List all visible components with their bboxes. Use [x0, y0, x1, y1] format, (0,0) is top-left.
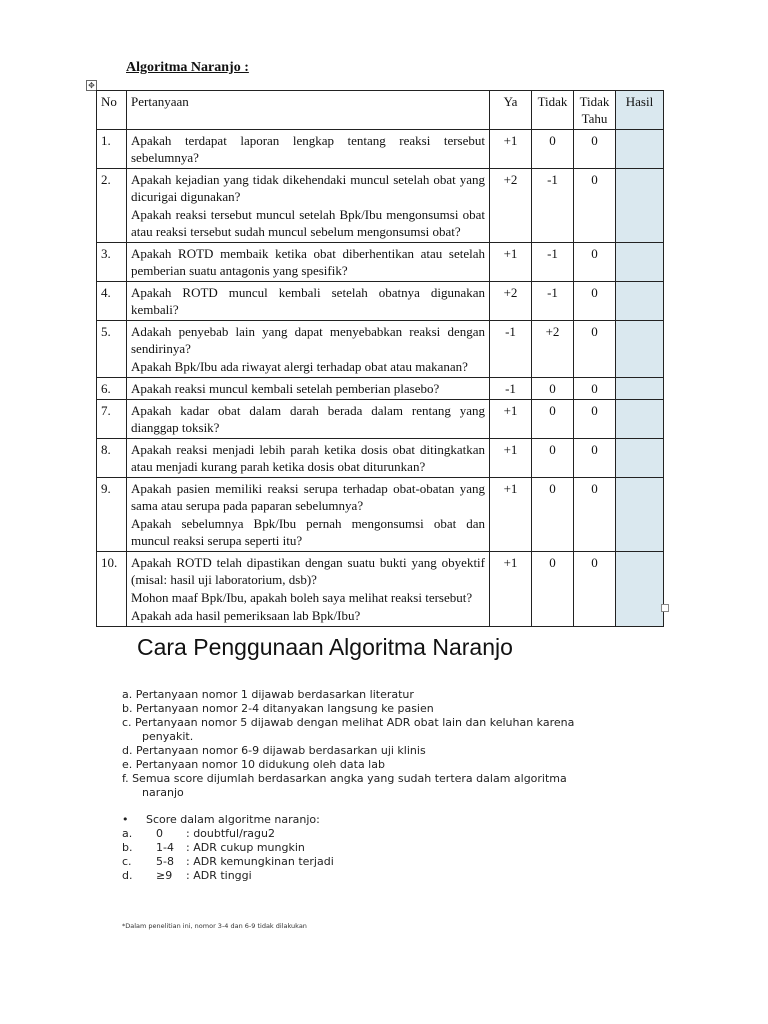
hasil-cell[interactable] [616, 130, 664, 169]
score-label: b. [122, 841, 133, 854]
score-ya: +1 [490, 243, 532, 282]
footnote: *Dalam penelitian ini, nomor 3-4 dan 6-9 tidak dilakukan [122, 922, 307, 930]
bullet-icon: • [122, 813, 129, 826]
guide-item: c. Pertanyaan nomor 5 dijawab dengan melihat ADR obat lain dan keluhan karena penyakit. [122, 716, 575, 743]
row-number: 2. [97, 169, 127, 243]
score-label: c. [122, 855, 132, 868]
naranjo-table [96, 90, 664, 627]
score-row [122, 827, 582, 841]
score-tidak-tahu: 0 [574, 478, 616, 552]
question-cell [127, 552, 490, 627]
score-tidak-tahu: 0 [574, 243, 616, 282]
question-cell [127, 321, 490, 378]
score-tidak-tahu: 0 [574, 552, 616, 627]
question-followup: Apakah sebelumnya Bpk/Ibu pernah mengonsumsi obat dan muncul reaksi serupa seperti itu? [131, 516, 485, 548]
score-ya: +2 [490, 169, 532, 243]
question-text: Adakah penyebab lain yang dapat menyebabkan reaksi dengan sendirinya? [131, 324, 485, 356]
question-cell [127, 282, 490, 321]
score-tidak: 0 [532, 552, 574, 627]
hasil-cell[interactable] [616, 321, 664, 378]
score-tidak-tahu: 0 [574, 282, 616, 321]
table-row [97, 169, 664, 243]
score-tidak-tahu: 0 [574, 130, 616, 169]
guide-item: a. Pertanyaan nomor 1 dijawab berdasarkan literatur [122, 688, 414, 701]
hasil-cell[interactable] [616, 169, 664, 243]
score-tidak: -1 [532, 282, 574, 321]
row-number: 3. [97, 243, 127, 282]
row-number: 5. [97, 321, 127, 378]
score-ya: -1 [490, 378, 532, 400]
score-ya: -1 [490, 321, 532, 378]
hasil-cell[interactable] [616, 439, 664, 478]
hasil-cell[interactable] [616, 378, 664, 400]
score-tidak: 0 [532, 130, 574, 169]
guide-heading: Cara Penggunaan Algoritma Naranjo [137, 634, 513, 660]
question-followup-2: Apakah ada hasil pemeriksaan lab Bpk/Ibu? [131, 608, 361, 623]
question-cell [127, 378, 490, 400]
question-text: Apakah pasien memiliki reaksi serupa terhadap obat-obatan yang sama atau serupa pada paparan sebelumnya? [131, 481, 485, 513]
row-number: 1. [97, 130, 127, 169]
score-range: 1-4 [156, 841, 174, 854]
header-hasil: Hasil [616, 91, 664, 130]
hasil-cell[interactable] [616, 243, 664, 282]
question-followup: Apakah reaksi tersebut muncul setelah Bpk/Ibu mengonsumsi obat atau reaksi tersebut sudah muncul sebelum mengonsumsi obat? [131, 207, 485, 239]
table-move-handle-icon[interactable]: ✥ [86, 80, 97, 91]
score-tidak-tahu: 0 [574, 321, 616, 378]
score-tidak: +2 [532, 321, 574, 378]
score-title [122, 813, 582, 827]
table-header-row [97, 91, 664, 130]
score-label: d. [122, 869, 133, 882]
score-tidak: 0 [532, 439, 574, 478]
guide-item: f. Semua score dijumlah berdasarkan angka yang sudah tertera dalam algoritma naranjo [122, 772, 567, 799]
score-desc: : ADR kemungkinan terjadi [186, 855, 334, 868]
score-desc: : ADR tinggi [186, 869, 252, 882]
usage-guide [122, 688, 582, 883]
score-title-text: Score dalam algoritme naranjo: [146, 813, 320, 826]
question-followup: Mohon maaf Bpk/Ibu, apakah boleh saya melihat reaksi tersebut? [131, 590, 473, 605]
score-range: 0 [156, 827, 163, 840]
score-ya: +1 [490, 400, 532, 439]
question-text: Apakah reaksi muncul kembali setelah pemberian plasebo? [131, 381, 440, 396]
row-number: 4. [97, 282, 127, 321]
question-cell [127, 169, 490, 243]
score-range: ≥9 [156, 869, 173, 882]
table-row [97, 552, 664, 627]
row-number: 8. [97, 439, 127, 478]
hasil-cell[interactable] [616, 552, 664, 627]
row-number: 9. [97, 478, 127, 552]
header-no: No [97, 91, 127, 130]
question-text: Apakah ROTD muncul kembali setelah obatnya digunakan kembali? [131, 285, 485, 317]
question-cell [127, 478, 490, 552]
score-tidak: 0 [532, 400, 574, 439]
header-tidak: Tidak [532, 91, 574, 130]
score-range: 5-8 [156, 855, 174, 868]
table-row [97, 439, 664, 478]
score-label: a. [122, 827, 133, 840]
table-row [97, 478, 664, 552]
table-row [97, 130, 664, 169]
row-number: 10. [97, 552, 127, 627]
hasil-cell[interactable] [616, 478, 664, 552]
question-text: Apakah ROTD membaik ketika obat diberhentikan atau setelah pemberian suatu antagonis yang spesifik? [131, 246, 485, 278]
table-row [97, 243, 664, 282]
guide-item: b. Pertanyaan nomor 2-4 ditanyakan langsung ke pasien [122, 702, 434, 715]
score-row [122, 841, 582, 855]
score-tidak: 0 [532, 378, 574, 400]
question-text: Apakah kadar obat dalam darah berada dalam rentang yang dianggap toksik? [131, 403, 485, 435]
question-cell [127, 243, 490, 282]
table-row [97, 321, 664, 378]
header-question: Pertanyaan [127, 91, 490, 130]
score-row [122, 855, 582, 869]
hasil-cell[interactable] [616, 282, 664, 321]
score-tidak-tahu: 0 [574, 169, 616, 243]
score-ya: +1 [490, 439, 532, 478]
score-tidak: -1 [532, 243, 574, 282]
hasil-cell[interactable] [616, 400, 664, 439]
question-text: Apakah ROTD telah dipastikan dengan suatu bukti yang obyektif (misal: hasil uji laboratorium, dsb)? [131, 555, 485, 587]
score-tidak-tahu: 0 [574, 439, 616, 478]
table-resize-handle[interactable] [661, 604, 669, 612]
table-row [97, 400, 664, 439]
score-tidak-tahu: 0 [574, 400, 616, 439]
row-number: 7. [97, 400, 127, 439]
question-followup: Apakah Bpk/Ibu ada riwayat alergi terhadap obat atau makanan? [131, 359, 468, 374]
score-tidak-tahu: 0 [574, 378, 616, 400]
score-ya: +1 [490, 478, 532, 552]
document-title: Algoritma Naranjo : [126, 60, 249, 75]
question-text: Apakah kejadian yang tidak dikehendaki muncul setelah obat yang dicurigai digunakan? [131, 172, 485, 204]
score-ya: +2 [490, 282, 532, 321]
header-ya: Ya [490, 91, 532, 130]
table-row [97, 282, 664, 321]
score-ya: +1 [490, 552, 532, 627]
question-cell [127, 439, 490, 478]
question-text: Apakah terdapat laporan lengkap tentang reaksi tersebut sebelumnya? [131, 133, 485, 165]
score-desc: : doubtful/ragu2 [186, 827, 276, 840]
guide-item: d. Pertanyaan nomor 6-9 dijawab berdasarkan uji klinis [122, 744, 426, 757]
header-tidak-tahu: Tidak Tahu [574, 91, 616, 130]
score-desc: : ADR cukup mungkin [186, 841, 305, 854]
score-tidak: 0 [532, 478, 574, 552]
row-number: 6. [97, 378, 127, 400]
score-tidak: -1 [532, 169, 574, 243]
score-ya: +1 [490, 130, 532, 169]
question-text: Apakah reaksi menjadi lebih parah ketika dosis obat ditingkatkan atau menjadi kurang parah ketika dosis obat diturunkan? [131, 442, 485, 474]
question-cell [127, 400, 490, 439]
question-cell [127, 130, 490, 169]
guide-item: e. Pertanyaan nomor 10 didukung oleh data lab [122, 758, 385, 771]
table-row [97, 378, 664, 400]
score-row [122, 869, 582, 883]
